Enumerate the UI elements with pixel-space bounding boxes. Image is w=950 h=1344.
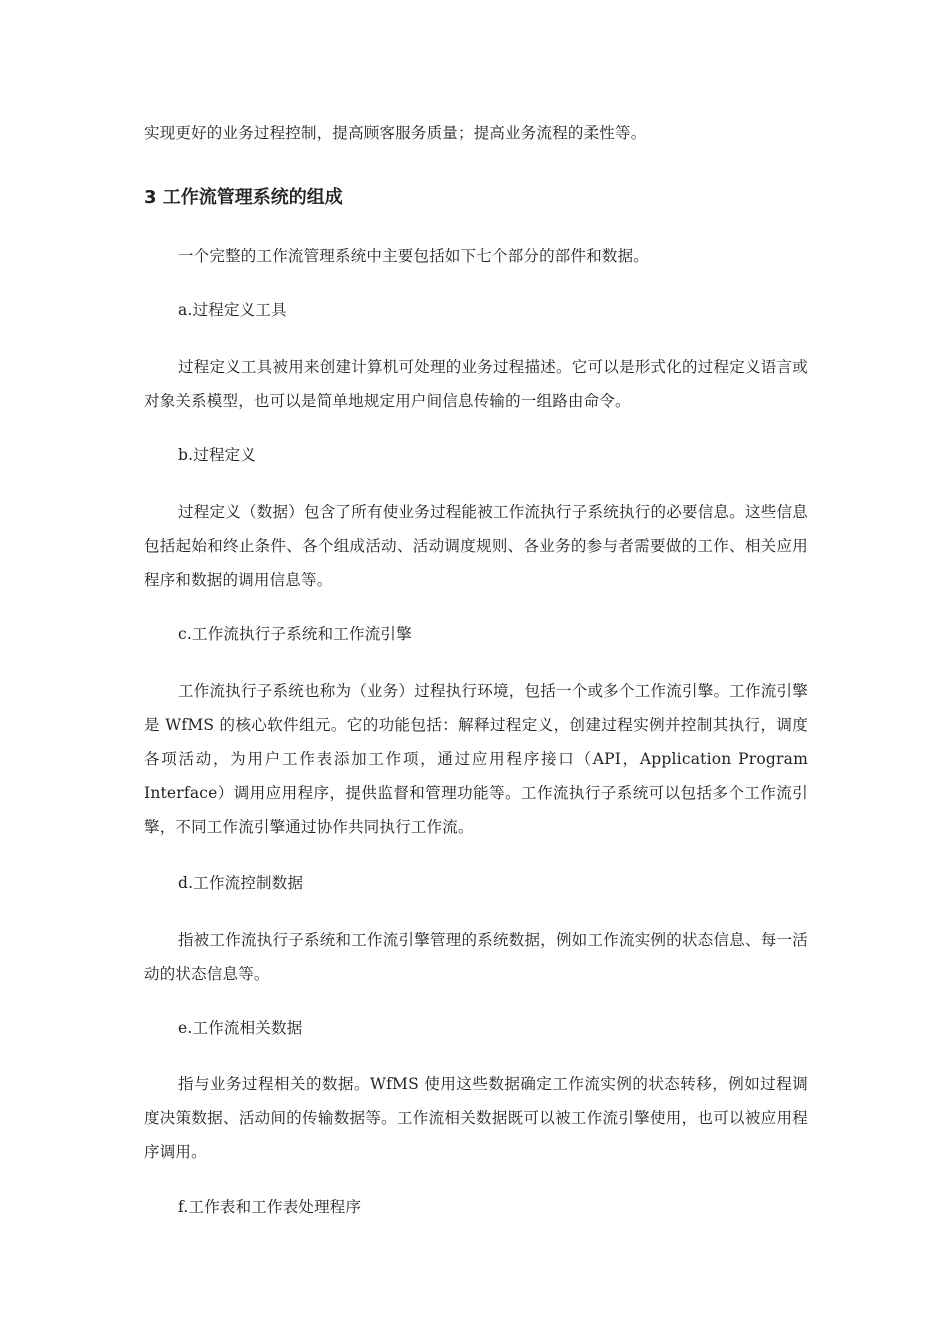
item-label-b: b.过程定义 <box>178 446 257 464</box>
item-body-a: 过程定义工具被用来创建计算机可处理的业务过程描述。它可以是形式化的过程定义语言或对象关系模型，也可以是简单地规定用户间信息传输的一组路由命令。 <box>144 358 808 410</box>
item-body-e: 指与业务过程相关的数据。WfMS 使用这些数据确定工作流实例的状态转移，例如过程调度决策数据、活动间的传输数据等。工作流相关数据既可以被工作流引擎使用，也可以被应用程序调用。 <box>144 1075 808 1161</box>
item-label-d: d.工作流控制数据 <box>178 874 304 892</box>
item-label-f: f.工作表和工作表处理程序 <box>178 1198 362 1216</box>
item-body-d: 指被工作流执行子系统和工作流引擎管理的系统数据，例如工作流实例的状态信息、每一活动的状态信息等。 <box>144 931 808 983</box>
item-body-c: 工作流执行子系统也称为（业务）过程执行环境，包括一个或多个工作流引擎。工作流引擎是 WfMS 的核心软件组元。它的功能包括：解释过程定义，创建过程实例并控制其执行，调度各项活动，为用户工作表添加工作项，通过应用程序接口（API，Application Program Interface）调用应用程序，提供监督和管理功能等。工作流执行子系统可以包括多个工作流引擎，不同工作流引擎通过协作共同执行工作流。 <box>144 682 808 836</box>
overview-paragraph: 一个完整的工作流管理系统中主要包括如下七个部分的部件和数据。 <box>178 247 650 265</box>
item-label-a: a.过程定义工具 <box>178 301 287 319</box>
item-body-b: 过程定义（数据）包含了所有使业务过程能被工作流执行子系统执行的必要信息。这些信息包括起始和终止条件、各个组成活动、活动调度规则、各业务的参与者需要做的工作、相关应用程序和数据的调用信息等。 <box>144 503 808 589</box>
item-label-e: e.工作流相关数据 <box>178 1019 303 1037</box>
item-label-c: c.工作流执行子系统和工作流引擎 <box>178 625 412 643</box>
section-heading: 3 工作流管理系统的组成 <box>144 187 343 208</box>
intro-paragraph-tail: 实现更好的业务过程控制，提高顾客服务质量；提高业务流程的柔性等。 <box>144 124 647 142</box>
